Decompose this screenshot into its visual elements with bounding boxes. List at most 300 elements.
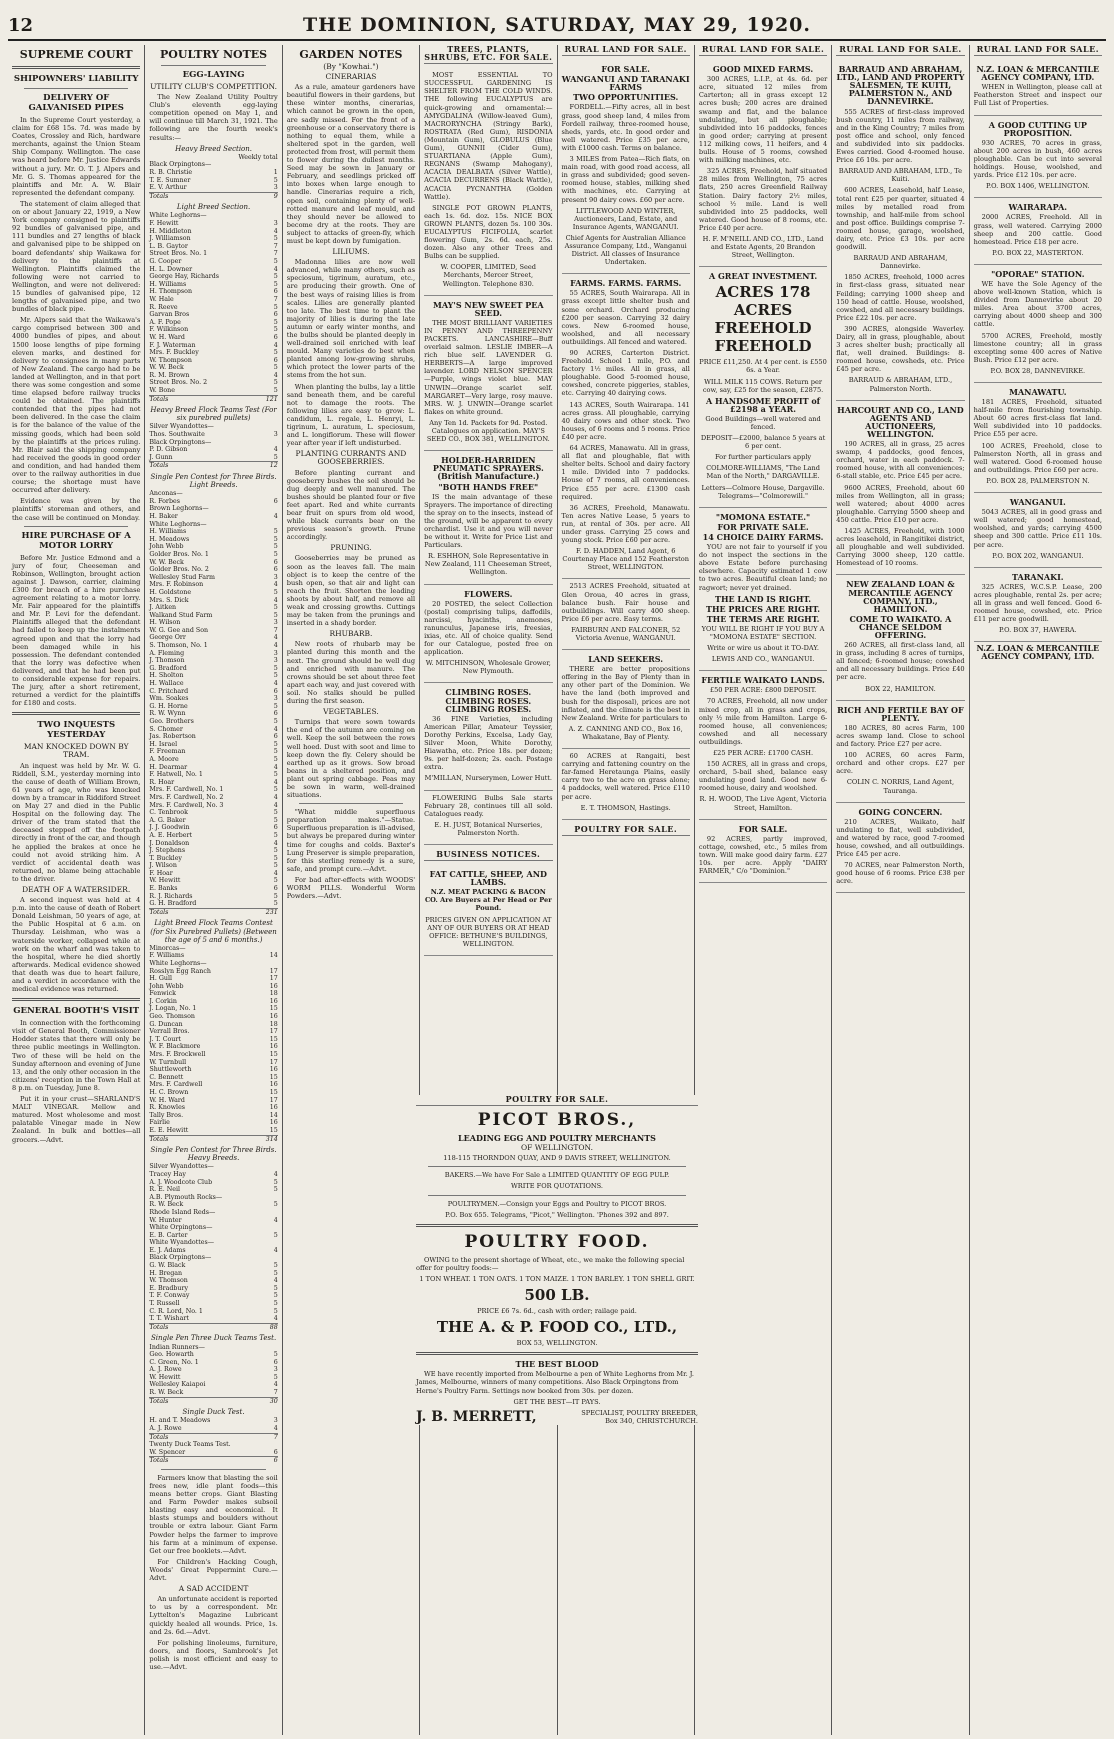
score-value: 5 bbox=[273, 588, 278, 596]
ad-text: Good Buildings—well watered and fenced. bbox=[705, 414, 821, 431]
score-entrant: Fenwick bbox=[149, 990, 176, 998]
score-value: 5 bbox=[273, 1351, 278, 1359]
score-entrant: E. Bradbury bbox=[149, 1284, 189, 1292]
advertisement-text: For polishing linoleums, furniture, doors, and floors, Sambrook's Jet polish is most efficient and easy to use.—Advt. bbox=[149, 1638, 278, 1671]
section-light-flock: Light Breed Flock Teams Contest (for Six Purebred Pullets) (Between the age of 5 and 6 months.) bbox=[150, 919, 277, 944]
score-entrant: H. Meadows bbox=[149, 535, 190, 543]
score-row bbox=[149, 212, 277, 220]
score-entrant: W. Hewitt bbox=[149, 877, 181, 885]
ad-text: COLIN C. NORRIS, Land Agent, Tauranga. bbox=[846, 778, 955, 795]
score-entrant: Totals bbox=[149, 1433, 169, 1441]
score-row bbox=[149, 581, 277, 589]
ad-text: THE MOST BRILLIANT VARIETIES IN PENNY AND THREEPENNY PACKETS. LANCASHIRE—Buff overlaid salmon. LESLIE IMBER—A rich blue self. LAVENDER G. HERBERTS—A large improved lavender. LORD NELSON SPENCER—Purple, wings violet blue. MAY UNWIN—Orange scarlet self. MARGARET—Very large, rosy mauve. MRS. W. J. UNWIN—Orange scarlet flakes on white ground. bbox=[424, 318, 553, 416]
heading-hire-purchase: HIRE PURCHASE OF A MOTOR LORRY bbox=[21, 530, 131, 551]
score-row bbox=[149, 604, 277, 612]
score-value: 3 bbox=[273, 649, 278, 657]
ad-text: THERE are better propositions offering in the Bay of Plenty than in any other part of the Dominion. We have the land (both improved and bush for the disposal), prices are not inflated, and the climate is the best in New Zealand. Write for particulars to bbox=[561, 665, 690, 722]
score-entrant: Geo. Howarth bbox=[149, 1351, 194, 1359]
score-row bbox=[149, 748, 277, 756]
score-entrant: White Leghorns— bbox=[149, 212, 207, 220]
article-text: Turnips that were sown towards the end of the autumn are coming on well. Keep the soil between the rows well hoed. Dust with soot and lime to keep down the fly. Celery should be earthed up as it grows. Sow broad beans in a sheltered position, and plant out spring cabbage. Peas may be sown in warm, well-drained situations. bbox=[286, 718, 416, 800]
category-trees: TREES, PLANTS, SHRUBS, ETC. FOR SALE. bbox=[424, 45, 552, 64]
score-row bbox=[149, 431, 277, 439]
ad-text: DEPOSIT—£2000, balance 5 years at 6 per cent. bbox=[700, 434, 826, 451]
score-row bbox=[149, 657, 277, 665]
score-value: 5 bbox=[273, 816, 278, 824]
merrett-slogan: GET THE BEST—IT PAYS. bbox=[513, 1397, 601, 1406]
score-entrant: R. Reeve bbox=[149, 303, 178, 311]
score-entrant: H. Bregan bbox=[149, 1269, 183, 1277]
score-entrant: H. Williams bbox=[149, 528, 187, 536]
score-value: 4 bbox=[273, 793, 278, 801]
score-entrant: Silver Wyandottes— bbox=[149, 1163, 214, 1171]
score-entrant: S. Thomson, No. 1 bbox=[149, 642, 208, 650]
ad-acreage: ACRES 178 ACRES FREEHOLD FREEHOLD bbox=[714, 283, 812, 356]
score-value: 5 bbox=[273, 1231, 278, 1239]
ad-title: MANAWATU. bbox=[1009, 387, 1067, 397]
score-row bbox=[149, 1344, 277, 1352]
ad-title: TWO OPPORTUNITIES. bbox=[573, 92, 679, 103]
score-table-teams bbox=[149, 945, 277, 1143]
score-value: 3 bbox=[273, 220, 278, 227]
ad-title: A HANDSOME PROFIT of £2198 a YEAR. bbox=[706, 395, 821, 414]
score-row bbox=[149, 1224, 277, 1232]
score-row bbox=[149, 1292, 277, 1300]
ad-text: £50 PER ACRE: £800 DEPOSIT. bbox=[709, 686, 817, 695]
subheading-pruning: PRUNING. bbox=[330, 543, 372, 553]
subheading-waterside: DEATH OF A WATERSIDER. bbox=[22, 884, 131, 894]
score-row bbox=[149, 1254, 277, 1262]
ad-dairy-farmer bbox=[699, 820, 827, 884]
score-entrant: Mrs. S. Dick bbox=[149, 596, 189, 604]
score-value: 5 bbox=[273, 1269, 278, 1277]
category-poultry-sale: POULTRY FOR SALE. bbox=[562, 825, 690, 836]
ad-title: WANGANUI AND TARANAKI FARMS bbox=[561, 74, 690, 93]
score-entrant: W. W. Beck bbox=[149, 364, 184, 372]
section-single-pen: Single Pen Contest for Three Birds. Light Breeds. bbox=[150, 473, 277, 490]
score-row bbox=[149, 1417, 277, 1425]
score-row bbox=[149, 870, 277, 878]
score-row bbox=[149, 847, 277, 855]
score-row bbox=[149, 161, 277, 169]
score-entrant: H. and T. Meadows bbox=[149, 1417, 211, 1425]
score-row bbox=[149, 1217, 277, 1225]
score-entrant: H. Wilson bbox=[149, 619, 181, 627]
score-entrant: H. Williams bbox=[149, 280, 187, 288]
page-number: 12 bbox=[8, 15, 34, 36]
ad-text: 930 ACRES, 70 acres in grass, about 200 acres in bush, 460 acres ploughable. Can be cut into several holdings. House, woolshed, and yards. Price £12 10s. per acre. bbox=[973, 138, 1102, 180]
score-row bbox=[149, 1028, 277, 1036]
score-row bbox=[149, 250, 277, 258]
score-entrant: W. Hale bbox=[149, 295, 174, 303]
column-rural-land-4 bbox=[970, 45, 1106, 1735]
score-value: 4 bbox=[273, 778, 278, 786]
score-entrant: Anconas— bbox=[149, 490, 183, 498]
score-entrant: C. R. Lord, No. 1 bbox=[149, 1307, 203, 1315]
score-entrant: J. Thomson bbox=[149, 657, 185, 665]
article-text: When planting the bulbs, lay a little sand beneath them, and be careful not to damage the roots. The following lilies are easy to grow: L. candidum, L. regale, L. Henryi, L. tigrinum, L. auratum, L. speciosum, and L. longiflorum. These will flower year after year if left undisturbed. bbox=[286, 382, 416, 448]
score-entrant: George Orr bbox=[149, 634, 186, 642]
score-value: 5 bbox=[273, 1373, 278, 1381]
ad-title: FARMS. FARMS. FARMS. bbox=[570, 278, 682, 289]
score-value: 6 bbox=[273, 824, 278, 832]
ad-text: BARRAUD AND ABRAHAM, LTD., Te Kuiti. bbox=[838, 167, 963, 184]
column-rural-land-1 bbox=[558, 45, 695, 1735]
score-row bbox=[149, 817, 277, 825]
score-value: 4 bbox=[273, 1216, 278, 1224]
score-entrant: Fairlie bbox=[149, 1119, 170, 1127]
score-row bbox=[149, 1135, 277, 1144]
score-entrant: C. Bennett bbox=[149, 1073, 184, 1081]
score-value: 15 bbox=[269, 1051, 278, 1059]
score-row bbox=[149, 1119, 277, 1127]
heading-egg-laying: EGG-LAYING bbox=[182, 70, 245, 80]
score-row bbox=[149, 1201, 277, 1209]
score-entrant: H. C. Brown bbox=[149, 1089, 189, 1096]
advertisement-text: Put it in your crust—SHARLAND'S MALT VINEGAR. Mellow and matured. Most wholesome and most palatable Vinegar made in New Zealand. In bulk and bottles—all grocers.—Advt. bbox=[12, 1095, 141, 1144]
score-value: 17 bbox=[269, 1028, 278, 1036]
category-rural-land: RURAL LAND FOR SALE. bbox=[699, 45, 827, 56]
score-entrant: H. Wallace bbox=[149, 680, 184, 688]
section-heavy-breed: Heavy Breed Section. bbox=[175, 144, 253, 153]
score-entrant: T. Buckley bbox=[149, 854, 182, 862]
score-value: 17 bbox=[269, 1058, 278, 1066]
ad-title: BARRAUD AND ABRAHAM, LTD., LAND AND PROPERTY SALESMEN, TE KUITI, PALMERSTON N., AND DANNEVIRKE. bbox=[836, 64, 965, 107]
score-value: 1 bbox=[273, 168, 278, 176]
score-row bbox=[149, 1097, 277, 1105]
score-entrant: Shuttleworth bbox=[149, 1066, 192, 1074]
section-single-duck: Single Duck Test. bbox=[182, 1408, 245, 1417]
score-value: 5 bbox=[273, 809, 278, 817]
byline: (By "Kowhai.") bbox=[323, 62, 379, 71]
score-entrant: C. Tenbrook bbox=[149, 809, 188, 817]
ad-waikato bbox=[699, 671, 827, 819]
category-poultry: POULTRY FOR SALE. bbox=[416, 1095, 698, 1106]
ad-text: M'MILLAN, Nurserymen, Lower Hutt. bbox=[424, 774, 553, 783]
score-row bbox=[149, 855, 277, 863]
score-entrant: Brown Leghorns— bbox=[149, 505, 209, 513]
score-value: 16 bbox=[269, 1013, 278, 1021]
poultry-advertisements bbox=[412, 1095, 702, 1425]
score-entrant: J. Stephens bbox=[149, 847, 186, 855]
merrett-footer bbox=[416, 1409, 698, 1425]
ad-text: 390 ACRES, alongside Waverley. Dairy, all in grass, ploughable, about 3 acres shelter bush; practically all flat, well drained. Buildings: 8-roomed house, cowsheds, etc. Price £45 per acre. bbox=[836, 324, 965, 374]
ad-text: P.O. BOX 202, WANGANUI. bbox=[992, 551, 1084, 560]
score-value: 30 bbox=[269, 1397, 278, 1405]
score-entrant: John Webb bbox=[149, 543, 184, 551]
score-row bbox=[149, 566, 277, 574]
score-entrant: Totals bbox=[149, 1323, 169, 1331]
ad-title: A GREAT INVESTMENT. bbox=[708, 271, 818, 282]
category-rural-land: RURAL LAND FOR SALE. bbox=[562, 45, 690, 56]
score-entrant: H. Gull bbox=[149, 975, 172, 983]
score-value: 5 bbox=[273, 1300, 278, 1308]
score-row bbox=[149, 703, 277, 711]
score-value: 5 bbox=[273, 748, 278, 756]
score-row bbox=[149, 364, 277, 372]
ad-text: N.Z. MEAT PACKING & BACON CO. Are Buyers at Per Head or Per Pound. bbox=[424, 888, 552, 913]
subheading-sad-accident: A SAD ACCIDENT bbox=[178, 1584, 249, 1594]
ad-text: £25 PER ACRE: £1700 CASH. bbox=[712, 749, 814, 757]
score-row bbox=[149, 642, 277, 650]
score-value: 7 bbox=[273, 295, 278, 303]
ad-text: P.O. BOX 1406, WELLINGTON. bbox=[985, 182, 1090, 191]
ad-text: 143 ACRES, South Wairarapa. 141 acres grass. All ploughable, carrying 40 dairy cows and other stock. Two houses, of 6 rooms and 5 rooms. Price £40 per acre. bbox=[561, 400, 690, 441]
score-table-heavy bbox=[149, 161, 277, 200]
score-row bbox=[149, 1441, 277, 1449]
score-entrant: T. F. Conway bbox=[149, 1292, 190, 1300]
ad-text: WHEN in Wellington, please call at Featherston Street and inspect our Full List of Properties. bbox=[973, 83, 1102, 108]
score-row bbox=[149, 1239, 277, 1247]
ad-title: "BOTH HANDS FREE" bbox=[438, 481, 539, 492]
score-entrant: Totals bbox=[149, 192, 169, 200]
ad-title: FOR PRIVATE SALE. bbox=[717, 521, 809, 532]
ad-text: 20 POSTED, the select Collection (postal) comprising tulips, daffodils, narcissi, hyacinths, anemones, ranunculus, Japanese iris, freesias, ixias, etc. All of choice quality. Send for our Catalogue, posted free on application. bbox=[424, 599, 553, 657]
score-row bbox=[149, 998, 277, 1006]
score-entrant: Thos. Southwaite bbox=[149, 431, 205, 439]
score-row bbox=[149, 945, 277, 953]
score-row bbox=[149, 1209, 277, 1217]
score-row bbox=[149, 395, 277, 404]
score-value: 4 bbox=[273, 341, 278, 349]
double-rule bbox=[416, 1352, 698, 1355]
score-value: 16 bbox=[269, 1104, 278, 1112]
score-entrant: Mrs. F. Robinson bbox=[149, 581, 204, 589]
ad-mixed-farms bbox=[699, 60, 827, 267]
ad-text: Write or wire us about it TO-DAY. bbox=[707, 644, 819, 653]
score-row bbox=[149, 439, 277, 447]
score-value: 3 bbox=[273, 1417, 278, 1425]
score-entrant: E. J. Adams bbox=[149, 1246, 186, 1254]
score-entrant: A. G. Baker bbox=[149, 816, 186, 824]
score-row bbox=[149, 771, 277, 779]
score-value: 6 bbox=[273, 356, 278, 364]
score-row bbox=[149, 1323, 277, 1332]
score-row bbox=[149, 1179, 277, 1187]
score-value: 5 bbox=[273, 847, 278, 855]
score-entrant: F. Hoar bbox=[149, 869, 173, 877]
score-row bbox=[149, 273, 277, 281]
score-entrant: Rosslyn Egg Ranch bbox=[149, 967, 211, 975]
rule bbox=[24, 88, 128, 89]
score-entrant: J. Corkin bbox=[149, 997, 177, 1005]
score-row bbox=[149, 521, 277, 529]
score-row bbox=[149, 536, 277, 544]
score-value: 15 bbox=[269, 1005, 278, 1013]
score-entrant: T. T. Wishart bbox=[149, 1315, 189, 1323]
ad-title: COME TO WAIKATO. A CHANCE SELDOM OFFERING. bbox=[849, 613, 952, 640]
score-value: 9 bbox=[273, 192, 278, 200]
score-entrant: W. H. Ward bbox=[149, 333, 185, 341]
ad-text: WE have the Sole Agency of the above well-known Station, which is divided from Dannevirke about 20 miles. Area about 3700 acres, carrying about 4000 sheep and 300 cattle. bbox=[973, 279, 1102, 329]
ad-sprayers bbox=[424, 451, 552, 584]
score-entrant: Wellesley Stud Farm bbox=[149, 573, 215, 581]
score-entrant: W. Thompson bbox=[149, 356, 192, 364]
score-row bbox=[149, 832, 277, 840]
score-value: 6 bbox=[273, 687, 278, 695]
score-entrant: F. Hatwell, No. 1 bbox=[149, 771, 203, 779]
score-row bbox=[149, 192, 277, 201]
score-entrant: L. B. Gaytor bbox=[149, 242, 188, 250]
category-rural-land: RURAL LAND FOR SALE. bbox=[836, 45, 964, 56]
ad-oporae-station bbox=[974, 265, 1102, 383]
score-row bbox=[149, 619, 277, 627]
score-value: 12 bbox=[269, 462, 278, 470]
score-entrant: A. J. Woodcote Club bbox=[149, 1178, 213, 1186]
score-row bbox=[149, 1074, 277, 1082]
score-row bbox=[149, 1270, 277, 1278]
score-row bbox=[149, 885, 277, 893]
score-row bbox=[149, 311, 277, 319]
article-text: The New Zealand Utility Poultry Club's eleventh egg-laying competition opened on May 1, and will continue till March 31, 1921. The following are the fourth week's results:— bbox=[149, 93, 278, 142]
column-rural-land-3 bbox=[832, 45, 969, 1735]
score-row bbox=[149, 756, 277, 764]
ad-text: PRICE £11,250. At 4 per cent. is £550 6s. a Year. bbox=[699, 358, 827, 375]
ad-text: P.O. BOX 22, MASTERTON. bbox=[992, 248, 1084, 257]
ad-title: FLOWERS. bbox=[464, 588, 513, 599]
score-row bbox=[149, 220, 277, 228]
ad-text: COLMORE-WILLIAMS, "The Land Man of the North," DARGAVILLE. bbox=[706, 464, 821, 481]
score-entrant: S. Chomer bbox=[149, 725, 183, 733]
score-row bbox=[149, 1232, 277, 1240]
score-row bbox=[149, 169, 277, 177]
score-entrant: R. B. Christie bbox=[149, 168, 193, 176]
score-value: 3 bbox=[273, 619, 278, 627]
score-value: 5 bbox=[273, 176, 278, 184]
score-entrant: Street Bros. No. 1 bbox=[149, 250, 208, 258]
ad-eucalyptus bbox=[424, 68, 552, 295]
double-rule bbox=[12, 66, 140, 69]
score-value: 4 bbox=[273, 581, 278, 589]
score-row bbox=[149, 551, 277, 559]
score-row bbox=[149, 1089, 277, 1097]
score-entrant: Totals bbox=[149, 1135, 169, 1143]
score-entrant: Garvan Bros bbox=[149, 311, 190, 319]
poultry-food-title: POULTRY FOOD. bbox=[464, 1231, 650, 1252]
score-entrant: R. Forbes bbox=[149, 497, 180, 505]
double-rule bbox=[12, 712, 140, 715]
ad-title: N.Z. LOAN & MERCANTILE AGENCY COMPANY, LTD. bbox=[976, 64, 1100, 83]
score-entrant: Mrs. F. Cardwell bbox=[149, 1081, 203, 1089]
score-value: 7 bbox=[273, 626, 278, 634]
ad-title: HARCOURT AND CO., LAND AGENTS AND AUCTIONEERS, WELLINGTON. bbox=[837, 404, 964, 439]
article-text: Madonna lilies are now well advanced, while many others, such as speciosum, tigrinum, auratum, etc., are producing their growth. One of the best ways of raising lilies is from scales. Lilies are generally planted too late. The best time to plant the majority of lilies is during the late autumn or early winter months, and the bulbs should be planted deeply in well-drained soil enriched with leaf mould. Many varieties do best when planted among low-growing shrubs, which protect the lower parts of the stems from the hot sun. bbox=[286, 258, 416, 380]
score-row bbox=[149, 258, 277, 266]
ad-text: 36 ACRES, Freehold, Manawatu. Ten acres Native Lease, 5 years to run, at rental of 30s. per acre. All under grass. Carrying 25 cows and young stock. Price £60 per acre. bbox=[561, 503, 690, 545]
score-value: 4 bbox=[273, 265, 278, 273]
score-row bbox=[149, 840, 277, 848]
ad-text: Chief Agents for Australian Alliance Assurance Company, Ltd., Wanganui District. All classes of Insurance Undertaken. bbox=[564, 233, 687, 267]
advertisement-text: For Children's Hacking Cough, Woods' Great Peppermint Cure.—Advt. bbox=[149, 1557, 278, 1583]
score-row bbox=[149, 461, 277, 470]
score-row bbox=[149, 1186, 277, 1194]
ad-text: Letters—Colmore House, Dargaville. Telegrams—"Colmorewill." bbox=[701, 483, 825, 500]
score-entrant: Rhode Island Reds— bbox=[149, 1208, 216, 1216]
rule bbox=[161, 65, 265, 66]
score-entrant: G. H. Bradford bbox=[149, 900, 197, 908]
score-value: 16 bbox=[269, 982, 278, 990]
score-value: 3 bbox=[273, 1366, 278, 1374]
score-row bbox=[149, 741, 277, 749]
score-row bbox=[149, 1433, 277, 1442]
score-row bbox=[149, 634, 277, 642]
ad-title: FOR SALE. bbox=[601, 64, 650, 75]
score-row bbox=[149, 733, 277, 741]
score-entrant: Jas. Robertson bbox=[149, 733, 196, 741]
score-value: 5 bbox=[273, 318, 278, 326]
column-trees-plants bbox=[420, 45, 557, 1735]
ad-bulbs bbox=[424, 791, 552, 845]
score-value: 5 bbox=[273, 303, 278, 311]
score-entrant: Black Orpingtons— bbox=[149, 438, 212, 446]
ad-text: 150 ACRES, all in grass and crops, orchard, 5-bail shed, balance easy undulating good land. Good new 6-roomed house, dairy and woolshed. bbox=[698, 760, 828, 793]
score-table-single-heavy bbox=[149, 1163, 277, 1331]
ad-text: R. H. WOOD, The Live Agent, Victoria Street, Hamilton. bbox=[699, 795, 827, 812]
ad-going-concern bbox=[836, 803, 964, 894]
score-value: 3 bbox=[273, 184, 278, 192]
score-entrant: Tally Bros. bbox=[149, 1111, 184, 1119]
ad-text: 36 FINE Varieties, including American Pillar, Amateur Teyssier, Dorothy Perkins, Excelsa, Lady Gay, Silver Moon, White Dorothy, Hiawatha, etc. Price 18s. per dozen; 9s. per half-dozen; 2s. each. Postage extra. bbox=[424, 714, 553, 772]
score-row bbox=[149, 1389, 277, 1397]
score-entrant: J. Aitken bbox=[149, 604, 177, 612]
score-table-single bbox=[149, 490, 277, 916]
score-value: 3 bbox=[273, 573, 278, 581]
ad-bay-of-plenty bbox=[836, 701, 964, 803]
score-value: 5 bbox=[273, 664, 278, 672]
score-row bbox=[149, 1194, 277, 1202]
score-row bbox=[149, 1300, 277, 1308]
score-value: 3 bbox=[273, 431, 278, 439]
score-entrant: W. Turnbull bbox=[149, 1058, 187, 1066]
ad-harcourt bbox=[836, 401, 964, 576]
ad-text: W. MITCHINSON, Wholesale Grower, New Plymouth. bbox=[425, 659, 551, 676]
score-value: 5 bbox=[273, 326, 278, 334]
score-value: 314 bbox=[265, 1135, 278, 1143]
score-row bbox=[149, 952, 277, 960]
score-entrant: H. Thompson bbox=[149, 288, 192, 296]
score-entrant: J. Wilson bbox=[149, 862, 177, 870]
ad-text: A. Z. CANNING AND CO., Box 16, Whakatane, Bay of Plenty. bbox=[568, 724, 683, 741]
picot-contact: P.O. Box 655. Telegrams, "Picot," Wellington. 'Phones 392 and 897. bbox=[445, 1210, 669, 1219]
score-value: 3 bbox=[273, 695, 278, 703]
poultry-food-terms: PRICE £6 7s. 6d., cash with order; railage paid. bbox=[477, 1307, 637, 1316]
score-entrant: G. Bradford bbox=[149, 664, 187, 672]
picot-address: 118-115 THORNDON QUAY, AND 9 DAVIS STREET, WELLINGTON. bbox=[443, 1154, 671, 1163]
score-value: 17 bbox=[269, 975, 278, 983]
ad-title: "OPORAE" STATION. bbox=[991, 268, 1085, 279]
ad-text: YOU are not fair to yourself if you do not inspect the sections in the above Estate before purchasing elsewhere. Capacity estimated 1 cow to two acres. Beautiful clean land; no ragwort; never yet drained. bbox=[698, 543, 828, 592]
merrett-text: WE have recently imported from Melbourne a pen of White Leghorns from Mr. J. James, Melbourne, winners of many competitions. Also Black Orpingtons from Herne's Poultry Farm. Settings now booked from 30s. per dozen. bbox=[416, 1370, 695, 1395]
score-entrant: Totals bbox=[149, 908, 169, 916]
ad-text: 9600 ACRES, Freehold, about 60 miles from Wellington, all in grass; well watered; about 4000 acres ploughable. Carrying 5500 sheep and 450 cattle. Price £10 per acre. bbox=[836, 483, 965, 524]
score-row bbox=[149, 228, 277, 236]
score-value: 5 bbox=[273, 877, 278, 885]
ad-nz-loan bbox=[974, 60, 1102, 115]
score-value: 5 bbox=[273, 702, 278, 710]
score-row bbox=[149, 695, 277, 703]
ad-wanganui-farms bbox=[562, 60, 690, 274]
merrett-heading: THE BEST BLOOD bbox=[515, 1359, 599, 1370]
score-value: 16 bbox=[269, 997, 278, 1005]
score-value: 231 bbox=[265, 908, 278, 916]
score-entrant: Totals bbox=[149, 462, 169, 470]
score-row bbox=[149, 794, 277, 802]
score-value: 4 bbox=[273, 725, 278, 733]
score-row bbox=[149, 528, 277, 536]
heading-supreme-court: SUPREME COURT bbox=[19, 48, 133, 61]
footer-nz-loan: N.Z. LOAN & MERCANTILE AGENCY COMPANY, LTD. bbox=[976, 643, 1100, 662]
ad-farms bbox=[562, 274, 690, 579]
